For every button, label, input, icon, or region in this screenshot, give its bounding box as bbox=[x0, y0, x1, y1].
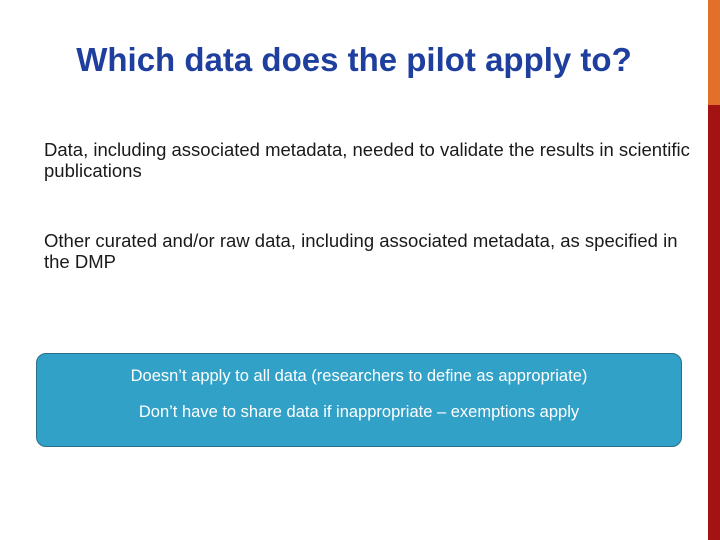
bullet-text-2: Other curated and/or raw data, including associated metadata, as specified in the DMP bbox=[44, 230, 678, 272]
accent-bar-top bbox=[708, 0, 720, 105]
callout-box bbox=[36, 353, 682, 447]
callout-line-2: Don’t have to share data if inappropriate – exemptions apply bbox=[138, 403, 580, 421]
accent-bar-bottom bbox=[708, 105, 720, 540]
slide-title: Which data does the pilot apply to? bbox=[76, 41, 632, 78]
bullet-text-1: Data, including associated metadata, needed to validate the results in scientific publications bbox=[44, 139, 690, 181]
callout-line-1: Doesn’t apply to all data (researchers to define as appropriate) bbox=[130, 367, 588, 385]
